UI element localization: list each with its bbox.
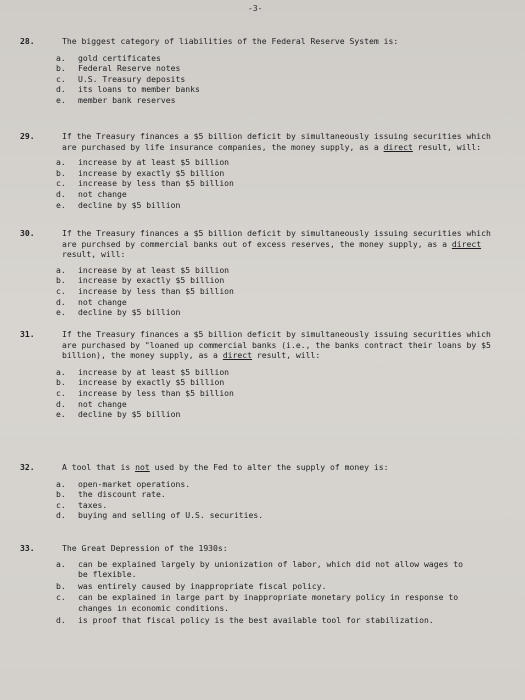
- answer-option-d: [0, 189, 525, 200]
- option-text: decline by $5 billion: [78, 199, 181, 210]
- option-text: its loans to member banks: [78, 84, 200, 95]
- option-text: gold certificates: [78, 52, 161, 63]
- question-32: [0, 462, 525, 521]
- question-number: 30.: [20, 228, 35, 238]
- question-header: [0, 36, 525, 47]
- question-header: [0, 543, 525, 554]
- option-letter: b.: [56, 167, 66, 178]
- option-text: Federal Reserve notes: [78, 63, 181, 74]
- question-text-content: The biggest category of liabilities of the Federal Reserve System is:: [62, 36, 399, 46]
- answer-option-e: [0, 307, 525, 318]
- option-letter: c.: [56, 592, 66, 603]
- answer-option-b: [0, 63, 525, 74]
- question-28: [0, 36, 525, 106]
- question-number: 31.: [20, 329, 35, 339]
- option-text: increase by exactly $5 billion: [78, 275, 225, 286]
- question-text-underlined: direct: [222, 350, 253, 361]
- option-letter: c.: [56, 73, 66, 84]
- question-header: [0, 462, 525, 473]
- answer-option-b: [0, 581, 525, 592]
- option-letter: c.: [56, 178, 66, 189]
- question-header: [0, 329, 525, 361]
- answer-option-d: [0, 297, 525, 308]
- answer-options: [0, 157, 525, 210]
- question-30: [0, 228, 525, 318]
- question-31: [0, 329, 525, 420]
- question-text-underlined: direct: [451, 238, 482, 249]
- page-number: -3-: [248, 4, 263, 13]
- option-text: open-market operations.: [78, 478, 191, 489]
- question-text: [62, 131, 496, 152]
- question-number: 29.: [20, 131, 35, 141]
- question-text-before: If the Treasury finances a $5 billion deficit by simultaneously issuing securities which are purchased by "loaned up commercial banks (i.e., the banks contract their loans by $5 billion), the money supply, as a: [62, 329, 496, 361]
- option-letter: b.: [56, 377, 66, 388]
- option-letter: d.: [56, 296, 66, 307]
- option-letter: d.: [56, 84, 66, 95]
- answer-options: [0, 265, 525, 318]
- option-letter: a.: [56, 366, 66, 377]
- option-letter: b.: [56, 63, 66, 74]
- question-text-before: A tool that is: [62, 462, 136, 472]
- answer-option-a: [0, 157, 525, 168]
- option-text: increase by exactly $5 billion: [78, 377, 225, 388]
- question-text-before: If the Treasury finances a $5 billion deficit by simultaneously issuing securities which are purchased by life insurance companies, the money supply, as a: [62, 131, 496, 152]
- answer-option-d: [0, 84, 525, 95]
- option-text: increase by at least $5 billion: [78, 157, 230, 168]
- option-letter: b.: [56, 275, 66, 286]
- answer-option-a: [0, 559, 525, 580]
- option-letter: e.: [56, 409, 66, 420]
- option-text: decline by $5 billion: [78, 307, 181, 318]
- question-29: [0, 131, 525, 210]
- question-header: [0, 228, 525, 260]
- option-letter: c.: [56, 285, 66, 296]
- question-header: [0, 131, 525, 152]
- option-text: can be explained largely by unionization of labor, which did not allow wages to be flexible.: [78, 558, 463, 580]
- question-text: [62, 543, 492, 554]
- option-text: increase by at least $5 billion: [78, 264, 230, 275]
- answer-option-a: [0, 53, 525, 64]
- option-text: increase by less than $5 billion: [78, 387, 234, 398]
- option-letter: a.: [56, 264, 66, 275]
- answer-option-a: [0, 367, 525, 378]
- answer-option-a: [0, 479, 525, 490]
- option-letter: a.: [56, 558, 66, 569]
- option-text: increase by less than $5 billion: [78, 178, 234, 189]
- answer-option-b: [0, 489, 525, 500]
- option-letter: a.: [56, 52, 66, 63]
- option-letter: b.: [56, 489, 66, 500]
- question-text-after: result, will:: [252, 350, 321, 361]
- answer-option-a: [0, 265, 525, 276]
- answer-option-c: [0, 500, 525, 511]
- question-text-after: result, will:: [412, 141, 482, 152]
- option-text: not change: [78, 188, 127, 199]
- option-letter: e.: [56, 199, 66, 210]
- question-text-after: used by the Fed to alter the supply of money is:: [149, 462, 389, 472]
- option-letter: d.: [56, 614, 66, 625]
- option-letter: e.: [56, 94, 66, 105]
- answer-option-b: [0, 377, 525, 388]
- question-text: [62, 228, 496, 260]
- option-letter: d.: [56, 188, 66, 199]
- question-text: [62, 36, 502, 47]
- option-letter: a.: [56, 478, 66, 489]
- answer-option-d: [0, 615, 525, 626]
- answer-option-c: [0, 178, 525, 189]
- question-text-underlined: not: [135, 462, 150, 472]
- question-text-after: result, will:: [62, 238, 486, 260]
- option-text: increase by less than $5 billion: [78, 285, 234, 296]
- answer-options: [0, 367, 525, 420]
- answer-option-d: [0, 399, 525, 410]
- answer-options: [0, 53, 525, 106]
- option-text: was entirely caused by inappropriate fiscal policy.: [78, 580, 327, 591]
- option-text: not change: [78, 398, 127, 409]
- option-text: buying and selling of U.S. securities.: [78, 510, 264, 521]
- answer-options: [0, 559, 525, 626]
- answer-option-e: [0, 409, 525, 420]
- question-text-content: The Great Depression of the 1930s:: [62, 543, 228, 553]
- option-text: not change: [78, 296, 127, 307]
- option-text: increase by exactly $5 billion: [78, 167, 225, 178]
- answer-option-c: [0, 74, 525, 85]
- option-letter: d.: [56, 398, 66, 409]
- answer-option-e: [0, 200, 525, 211]
- option-text: increase by at least $5 billion: [78, 366, 230, 377]
- option-text: the discount rate.: [78, 489, 166, 500]
- option-letter: c.: [56, 387, 66, 398]
- option-letter: d.: [56, 510, 66, 521]
- answer-option-d: [0, 510, 525, 521]
- question-text-underlined: direct: [383, 141, 413, 152]
- answer-option-b: [0, 275, 525, 286]
- option-letter: b.: [56, 580, 66, 591]
- question-33: [0, 543, 525, 626]
- question-text: [62, 462, 492, 473]
- answer-option-b: [0, 168, 525, 179]
- option-text: member bank reserves: [78, 94, 176, 105]
- question-number: 32.: [20, 462, 35, 472]
- question-text: [62, 329, 496, 361]
- question-text-before: If the Treasury finances a $5 billion deficit by simultaneously issuing securities which are purchsed by commercial banks out of excess reserves, the money supply, as a: [62, 228, 496, 249]
- question-number: 33.: [20, 543, 35, 553]
- option-letter: a.: [56, 157, 66, 168]
- question-number: 28.: [20, 36, 35, 46]
- answer-option-c: [0, 286, 525, 297]
- option-text: decline by $5 billion: [78, 409, 181, 420]
- answer-option-c: [0, 388, 525, 399]
- option-letter: c.: [56, 499, 66, 510]
- option-letter: e.: [56, 307, 66, 318]
- option-text: taxes.: [78, 499, 108, 510]
- answer-options: [0, 479, 525, 521]
- answer-option-c: [0, 592, 525, 613]
- answer-option-e: [0, 95, 525, 106]
- option-text: U.S. Treasury deposits: [78, 73, 186, 84]
- option-text: is proof that fiscal policy is the best available tool for stabilization.: [78, 614, 434, 625]
- option-text: can be explained in large part by inappropriate monetary policy in response to changes in economic conditions.: [78, 592, 459, 613]
